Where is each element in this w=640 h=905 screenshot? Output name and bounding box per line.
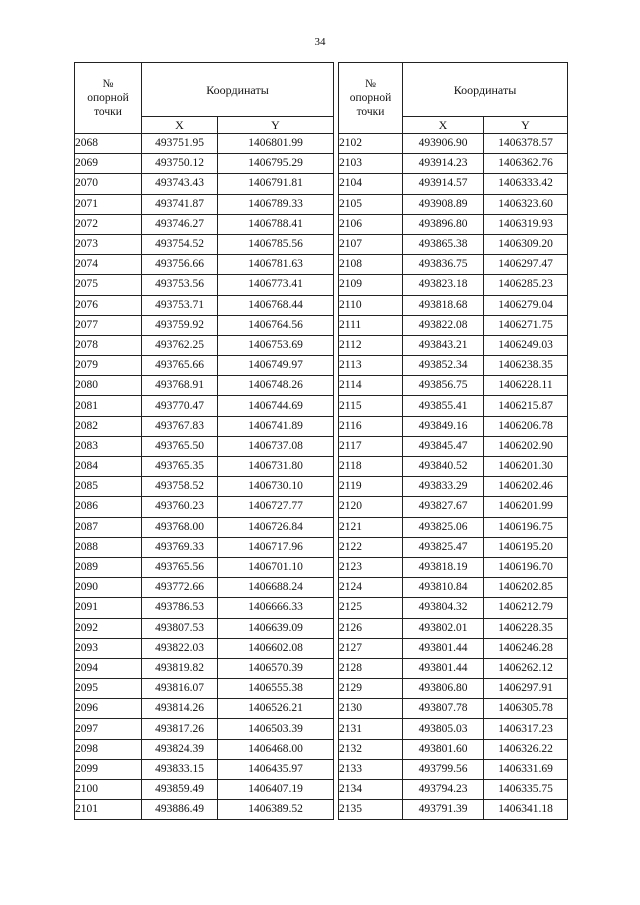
table-row — [75, 275, 334, 295]
point-number-cell: 2106 — [339, 214, 403, 234]
point-number-cell: 2128 — [339, 658, 403, 678]
x-coordinate-cell: 493801.44 — [403, 638, 484, 658]
point-number-cell: 2102 — [339, 134, 403, 154]
point-number-cell: 2088 — [75, 537, 142, 557]
table-row — [339, 517, 568, 537]
point-header-line-1: № — [102, 78, 114, 90]
x-coordinate-cell: 493822.03 — [142, 638, 218, 658]
point-number-cell: 2131 — [339, 719, 403, 739]
x-coordinate-cell: 493822.08 — [403, 315, 484, 335]
table-row — [339, 255, 568, 275]
point-number-cell: 2134 — [339, 780, 403, 800]
y-coordinate-cell: 1406726.84 — [218, 517, 334, 537]
y-coordinate-cell: 1406748.26 — [218, 376, 334, 396]
y-coordinate-cell: 1406701.10 — [218, 557, 334, 577]
point-number-cell: 2087 — [75, 517, 142, 537]
point-number-cell: 2103 — [339, 154, 403, 174]
point-number-cell: 2104 — [339, 174, 403, 194]
point-number-cell: 2121 — [339, 517, 403, 537]
y-coordinate-cell: 1406407.19 — [218, 780, 334, 800]
point-number-cell: 2114 — [339, 376, 403, 396]
table-row — [339, 154, 568, 174]
table-row — [339, 557, 568, 577]
y-coordinate-cell: 1406727.77 — [218, 497, 334, 517]
table-row — [339, 578, 568, 598]
coordinates-header: Координаты — [142, 63, 334, 117]
table-row — [339, 618, 568, 638]
y-coordinate-cell: 1406749.97 — [218, 356, 334, 376]
y-coordinate-cell: 1406202.90 — [484, 436, 568, 456]
table-row — [339, 194, 568, 214]
x-coordinate-cell: 493801.60 — [403, 739, 484, 759]
table-row — [339, 598, 568, 618]
point-number-cell: 2129 — [339, 679, 403, 699]
point-number-cell: 2099 — [75, 759, 142, 779]
point-number-cell: 2091 — [75, 598, 142, 618]
table-row — [339, 396, 568, 416]
table-row — [75, 739, 334, 759]
x-header: X — [403, 117, 484, 134]
x-coordinate-cell: 493807.53 — [142, 618, 218, 638]
point-number-cell: 2125 — [339, 598, 403, 618]
y-coordinate-cell: 1406789.33 — [218, 194, 334, 214]
x-coordinate-cell: 493823.18 — [403, 275, 484, 295]
table-row — [75, 658, 334, 678]
y-coordinate-cell: 1406196.75 — [484, 517, 568, 537]
y-coordinate-cell: 1406378.57 — [484, 134, 568, 154]
y-coordinate-cell: 1406764.56 — [218, 315, 334, 335]
point-number-cell: 2117 — [339, 436, 403, 456]
table-row — [75, 214, 334, 234]
y-coordinate-cell: 1406744.69 — [218, 396, 334, 416]
x-coordinate-cell: 493772.66 — [142, 578, 218, 598]
point-number-cell: 2084 — [75, 457, 142, 477]
y-coordinate-cell: 1406206.78 — [484, 416, 568, 436]
table-row — [75, 335, 334, 355]
point-header-line-3: точки — [356, 106, 385, 118]
y-coordinate-cell: 1406468.00 — [218, 739, 334, 759]
point-number-cell: 2122 — [339, 537, 403, 557]
x-coordinate-cell: 493770.47 — [142, 396, 218, 416]
x-coordinate-cell: 493741.87 — [142, 194, 218, 214]
x-coordinate-cell: 493794.23 — [403, 780, 484, 800]
y-coordinate-cell: 1406570.39 — [218, 658, 334, 678]
point-number-cell: 2093 — [75, 638, 142, 658]
x-coordinate-cell: 493814.26 — [142, 699, 218, 719]
table-row — [75, 174, 334, 194]
point-number-cell: 2135 — [339, 800, 403, 820]
point-number-cell: 2105 — [339, 194, 403, 214]
x-coordinate-cell: 493859.49 — [142, 780, 218, 800]
point-number-cell: 2086 — [75, 497, 142, 517]
y-coordinate-cell: 1406215.87 — [484, 396, 568, 416]
point-number-cell: 2107 — [339, 234, 403, 254]
point-number-cell: 2119 — [339, 477, 403, 497]
point-number-cell: 2081 — [75, 396, 142, 416]
table-row — [339, 699, 568, 719]
y-header: Y — [218, 117, 334, 134]
table-row — [339, 356, 568, 376]
table-row — [75, 578, 334, 598]
x-coordinate-cell: 493817.26 — [142, 719, 218, 739]
table-row — [75, 477, 334, 497]
y-coordinate-cell: 1406271.75 — [484, 315, 568, 335]
table-row — [75, 699, 334, 719]
x-coordinate-cell: 493833.15 — [142, 759, 218, 779]
y-coordinate-cell: 1406228.35 — [484, 618, 568, 638]
coordinates-header: Координаты — [403, 63, 568, 117]
point-number-cell: 2080 — [75, 376, 142, 396]
point-number-cell: 2074 — [75, 255, 142, 275]
table-row — [75, 154, 334, 174]
table-row — [75, 679, 334, 699]
y-coordinate-cell: 1406202.46 — [484, 477, 568, 497]
y-coordinate-cell: 1406333.42 — [484, 174, 568, 194]
x-coordinate-cell: 493762.25 — [142, 335, 218, 355]
y-coordinate-cell: 1406323.60 — [484, 194, 568, 214]
point-number-cell: 2132 — [339, 739, 403, 759]
x-coordinate-cell: 493802.01 — [403, 618, 484, 638]
x-coordinate-cell: 493765.35 — [142, 457, 218, 477]
point-number-cell: 2069 — [75, 154, 142, 174]
table-row — [339, 537, 568, 557]
x-coordinate-cell: 493767.83 — [142, 416, 218, 436]
table-row — [75, 557, 334, 577]
y-coordinate-cell: 1406279.04 — [484, 295, 568, 315]
point-number-cell: 2096 — [75, 699, 142, 719]
x-coordinate-cell: 493855.41 — [403, 396, 484, 416]
table-row — [339, 759, 568, 779]
table-row — [75, 376, 334, 396]
table-row — [75, 255, 334, 275]
x-coordinate-cell: 493804.32 — [403, 598, 484, 618]
point-number-cell: 2085 — [75, 477, 142, 497]
y-coordinate-cell: 1406362.76 — [484, 154, 568, 174]
x-coordinate-cell: 493758.52 — [142, 477, 218, 497]
table-row — [75, 497, 334, 517]
y-coordinate-cell: 1406791.81 — [218, 174, 334, 194]
x-coordinate-cell: 493768.91 — [142, 376, 218, 396]
point-number-cell: 2116 — [339, 416, 403, 436]
x-coordinate-cell: 493760.23 — [142, 497, 218, 517]
point-number-cell: 2100 — [75, 780, 142, 800]
x-header: X — [142, 117, 218, 134]
x-coordinate-cell: 493786.53 — [142, 598, 218, 618]
x-coordinate-cell: 493886.49 — [142, 800, 218, 820]
point-number-cell: 2070 — [75, 174, 142, 194]
x-coordinate-cell: 493791.39 — [403, 800, 484, 820]
x-coordinate-cell: 493807.78 — [403, 699, 484, 719]
table-row — [339, 234, 568, 254]
y-coordinate-cell: 1406305.78 — [484, 699, 568, 719]
point-number-cell: 2089 — [75, 557, 142, 577]
y-coordinate-cell: 1406331.69 — [484, 759, 568, 779]
y-coordinate-cell: 1406326.22 — [484, 739, 568, 759]
x-coordinate-cell: 493865.38 — [403, 234, 484, 254]
y-coordinate-cell: 1406249.03 — [484, 335, 568, 355]
y-coordinate-cell: 1406688.24 — [218, 578, 334, 598]
y-coordinate-cell: 1406246.28 — [484, 638, 568, 658]
table-row — [339, 477, 568, 497]
x-coordinate-cell: 493818.68 — [403, 295, 484, 315]
x-coordinate-cell: 493765.56 — [142, 557, 218, 577]
point-number-cell: 2092 — [75, 618, 142, 638]
x-coordinate-cell: 493845.47 — [403, 436, 484, 456]
table-row — [339, 335, 568, 355]
table-row — [339, 416, 568, 436]
point-number-cell: 2071 — [75, 194, 142, 214]
table-row — [339, 800, 568, 820]
x-coordinate-cell: 493759.92 — [142, 315, 218, 335]
point-number-cell: 2130 — [339, 699, 403, 719]
table-row — [75, 800, 334, 820]
table-row — [75, 234, 334, 254]
x-coordinate-cell: 493824.39 — [142, 739, 218, 759]
y-coordinate-cell: 1406741.89 — [218, 416, 334, 436]
y-coordinate-cell: 1406785.56 — [218, 234, 334, 254]
y-coordinate-cell: 1406737.08 — [218, 436, 334, 456]
table-row — [75, 638, 334, 658]
y-coordinate-cell: 1406773.41 — [218, 275, 334, 295]
table-row — [75, 396, 334, 416]
x-coordinate-cell: 493765.50 — [142, 436, 218, 456]
table-row — [75, 759, 334, 779]
y-coordinate-cell: 1406555.38 — [218, 679, 334, 699]
point-number-cell: 2120 — [339, 497, 403, 517]
x-coordinate-cell: 493843.21 — [403, 335, 484, 355]
point-number-cell: 2072 — [75, 214, 142, 234]
point-number-cell: 2110 — [339, 295, 403, 315]
y-coordinate-cell: 1406228.11 — [484, 376, 568, 396]
table-row — [339, 295, 568, 315]
y-coordinate-cell: 1406309.20 — [484, 234, 568, 254]
y-coordinate-cell: 1406341.18 — [484, 800, 568, 820]
table-row — [75, 295, 334, 315]
x-coordinate-cell: 493799.56 — [403, 759, 484, 779]
table-row — [339, 436, 568, 456]
x-coordinate-cell: 493743.43 — [142, 174, 218, 194]
y-coordinate-cell: 1406212.79 — [484, 598, 568, 618]
table-row — [75, 194, 334, 214]
point-number-cell: 2118 — [339, 457, 403, 477]
x-coordinate-cell: 493751.95 — [142, 134, 218, 154]
x-coordinate-cell: 493746.27 — [142, 214, 218, 234]
x-coordinate-cell: 493849.16 — [403, 416, 484, 436]
x-coordinate-cell: 493914.57 — [403, 174, 484, 194]
point-header-line-3: точки — [94, 106, 122, 118]
table-row — [75, 598, 334, 618]
x-coordinate-cell: 493753.56 — [142, 275, 218, 295]
table-row — [339, 376, 568, 396]
table-row — [75, 537, 334, 557]
y-coordinate-cell: 1406335.75 — [484, 780, 568, 800]
y-coordinate-cell: 1406297.47 — [484, 255, 568, 275]
point-number-cell: 2068 — [75, 134, 142, 154]
y-coordinate-cell: 1406297.91 — [484, 679, 568, 699]
point-number-cell: 2078 — [75, 335, 142, 355]
x-coordinate-cell: 493856.75 — [403, 376, 484, 396]
table-row — [339, 174, 568, 194]
x-coordinate-cell: 493825.06 — [403, 517, 484, 537]
table-row — [75, 436, 334, 456]
table-row — [339, 214, 568, 234]
x-coordinate-cell: 493825.47 — [403, 537, 484, 557]
x-coordinate-cell: 493852.34 — [403, 356, 484, 376]
y-coordinate-cell: 1406639.09 — [218, 618, 334, 638]
y-coordinate-cell: 1406238.35 — [484, 356, 568, 376]
y-coordinate-cell: 1406781.63 — [218, 255, 334, 275]
y-header: Y — [484, 117, 568, 134]
table-row — [75, 780, 334, 800]
point-number-header — [75, 63, 142, 134]
point-number-cell: 2090 — [75, 578, 142, 598]
y-coordinate-cell: 1406801.99 — [218, 134, 334, 154]
table-row — [339, 134, 568, 154]
table-row — [339, 275, 568, 295]
point-number-cell: 2077 — [75, 315, 142, 335]
x-coordinate-cell: 493836.75 — [403, 255, 484, 275]
x-coordinate-cell: 493833.29 — [403, 477, 484, 497]
x-coordinate-cell: 493914.23 — [403, 154, 484, 174]
table-row — [339, 780, 568, 800]
table-row — [339, 497, 568, 517]
point-number-cell: 2075 — [75, 275, 142, 295]
point-number-cell: 2073 — [75, 234, 142, 254]
y-coordinate-cell: 1406201.30 — [484, 457, 568, 477]
table-row — [339, 457, 568, 477]
table-row — [339, 658, 568, 678]
y-coordinate-cell: 1406666.33 — [218, 598, 334, 618]
y-coordinate-cell: 1406201.99 — [484, 497, 568, 517]
table-row — [75, 719, 334, 739]
point-number-cell: 2083 — [75, 436, 142, 456]
x-coordinate-cell: 493810.84 — [403, 578, 484, 598]
x-coordinate-cell: 493801.44 — [403, 658, 484, 678]
y-coordinate-cell: 1406202.85 — [484, 578, 568, 598]
x-coordinate-cell: 493805.03 — [403, 719, 484, 739]
table-row — [339, 739, 568, 759]
point-number-cell: 2115 — [339, 396, 403, 416]
table-row — [75, 618, 334, 638]
table-row — [75, 517, 334, 537]
y-coordinate-cell: 1406196.70 — [484, 557, 568, 577]
point-number-cell: 2133 — [339, 759, 403, 779]
point-number-header — [339, 63, 403, 134]
x-coordinate-cell: 493753.71 — [142, 295, 218, 315]
y-coordinate-cell: 1406795.29 — [218, 154, 334, 174]
x-coordinate-cell: 493754.52 — [142, 234, 218, 254]
point-number-cell: 2126 — [339, 618, 403, 638]
y-coordinate-cell: 1406788.41 — [218, 214, 334, 234]
x-coordinate-cell: 493819.82 — [142, 658, 218, 678]
y-coordinate-cell: 1406285.23 — [484, 275, 568, 295]
table-row — [75, 134, 334, 154]
y-coordinate-cell: 1406317.23 — [484, 719, 568, 739]
x-coordinate-cell: 493769.33 — [142, 537, 218, 557]
page-number: 34 — [314, 36, 326, 48]
point-number-cell: 2098 — [75, 739, 142, 759]
x-coordinate-cell: 493750.12 — [142, 154, 218, 174]
y-coordinate-cell: 1406262.12 — [484, 658, 568, 678]
point-number-cell: 2127 — [339, 638, 403, 658]
y-coordinate-cell: 1406602.08 — [218, 638, 334, 658]
point-number-cell: 2094 — [75, 658, 142, 678]
x-coordinate-cell: 493906.90 — [403, 134, 484, 154]
table-row — [75, 416, 334, 436]
y-coordinate-cell: 1406730.10 — [218, 477, 334, 497]
point-number-cell: 2124 — [339, 578, 403, 598]
point-number-cell: 2097 — [75, 719, 142, 739]
y-coordinate-cell: 1406195.20 — [484, 537, 568, 557]
x-coordinate-cell: 493756.66 — [142, 255, 218, 275]
point-number-cell: 2095 — [75, 679, 142, 699]
y-coordinate-cell: 1406526.21 — [218, 699, 334, 719]
table-row — [75, 356, 334, 376]
x-coordinate-cell: 493896.80 — [403, 214, 484, 234]
point-number-cell: 2076 — [75, 295, 142, 315]
y-coordinate-cell: 1406717.96 — [218, 537, 334, 557]
x-coordinate-cell: 493840.52 — [403, 457, 484, 477]
point-number-cell: 2112 — [339, 335, 403, 355]
point-number-cell: 2082 — [75, 416, 142, 436]
point-number-cell: 2111 — [339, 315, 403, 335]
point-number-cell: 2109 — [339, 275, 403, 295]
table-row — [75, 315, 334, 335]
point-header-line-2: опорной — [349, 92, 392, 104]
y-coordinate-cell: 1406319.93 — [484, 214, 568, 234]
y-coordinate-cell: 1406389.52 — [218, 800, 334, 820]
table-row — [339, 315, 568, 335]
table-row — [339, 719, 568, 739]
point-number-cell: 2113 — [339, 356, 403, 376]
y-coordinate-cell: 1406731.80 — [218, 457, 334, 477]
x-coordinate-cell: 493816.07 — [142, 679, 218, 699]
x-coordinate-cell: 493908.89 — [403, 194, 484, 214]
point-number-cell: 2101 — [75, 800, 142, 820]
y-coordinate-cell: 1406503.39 — [218, 719, 334, 739]
table-row — [75, 457, 334, 477]
point-number-cell: 2079 — [75, 356, 142, 376]
point-header-line-2: опорной — [87, 92, 129, 104]
table-row — [339, 679, 568, 699]
coordinates-table-right — [338, 62, 568, 820]
y-coordinate-cell: 1406753.69 — [218, 335, 334, 355]
y-coordinate-cell: 1406435.97 — [218, 759, 334, 779]
table-row — [339, 638, 568, 658]
point-number-cell: 2108 — [339, 255, 403, 275]
y-coordinate-cell: 1406768.44 — [218, 295, 334, 315]
coordinates-table-left — [74, 62, 334, 820]
x-coordinate-cell: 493827.67 — [403, 497, 484, 517]
x-coordinate-cell: 493768.00 — [142, 517, 218, 537]
point-header-line-1: № — [365, 78, 376, 90]
x-coordinate-cell: 493818.19 — [403, 557, 484, 577]
point-number-cell: 2123 — [339, 557, 403, 577]
x-coordinate-cell: 493806.80 — [403, 679, 484, 699]
x-coordinate-cell: 493765.66 — [142, 356, 218, 376]
